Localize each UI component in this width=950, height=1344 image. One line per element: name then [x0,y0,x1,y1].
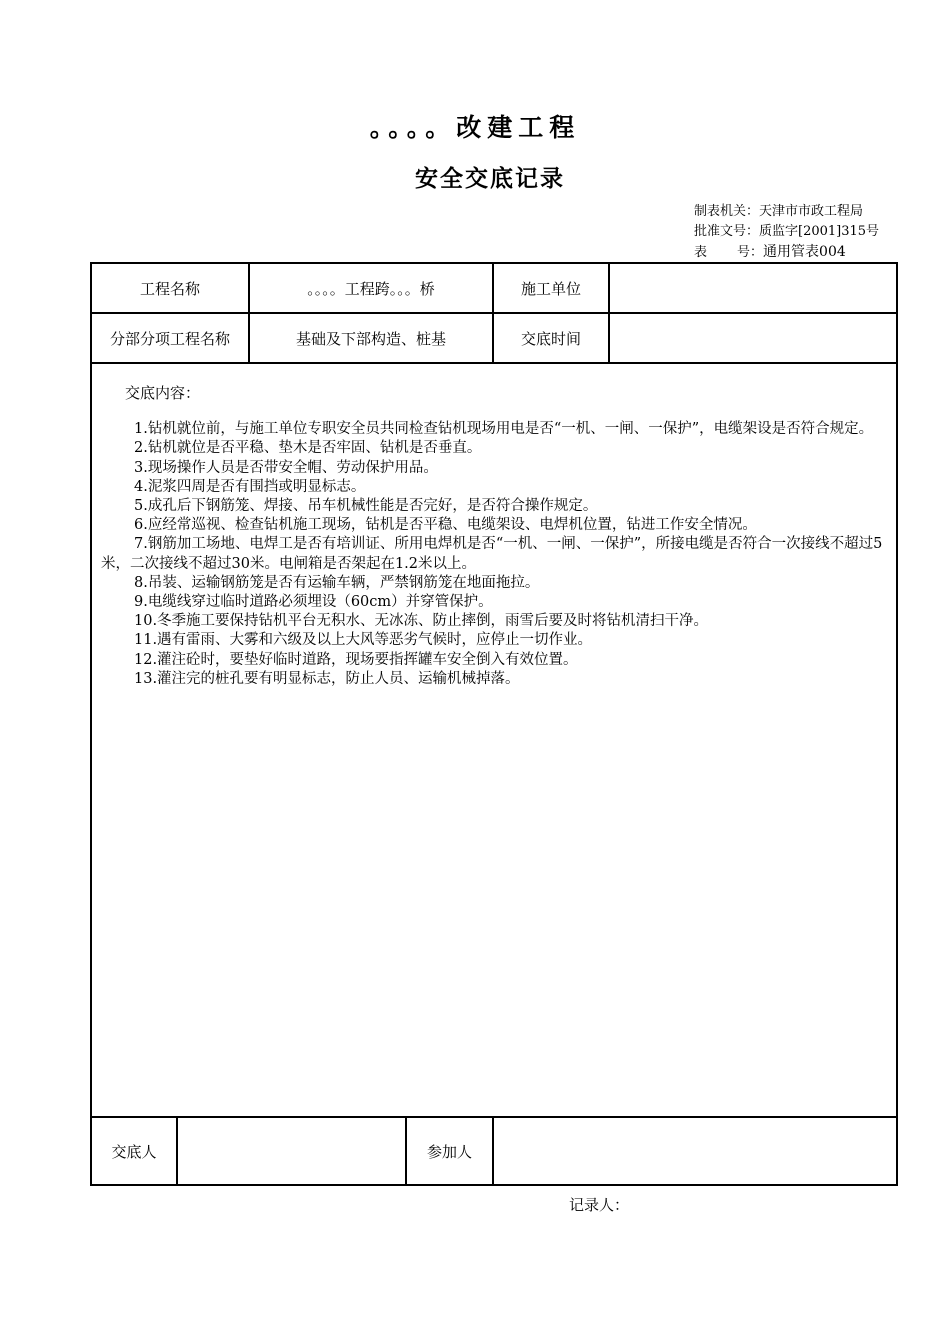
subproject-row [91,313,897,363]
subproject-value[interactable]: 基础及下部构造、桩基 [249,313,493,363]
content-item: 12.灌注砼时，要垫好临时道路，现场要指挥罐车安全倒入有效位置。 [134,651,578,668]
project-name-label: 工程名称 [91,263,249,313]
participants-label: 参加人 [406,1117,493,1185]
document-subtitle: 安全交底记录 [415,166,565,192]
content-item: 4.泥浆四周是否有围挡或明显标志。 [134,478,366,495]
issuer-label: 制表机关： [694,204,760,219]
briefer-value[interactable] [177,1117,406,1185]
content-item: 2.钻机就位是否平稳、垫木是否牢固、钻机是否垂直。 [134,440,482,457]
contractor-label: 施工单位 [493,263,609,313]
project-name-row [91,263,897,313]
content-item: 1.钻机就位前，与施工单位专职安全员共同检查钻机现场用电是否“一机、一闸、一保护”，电缆架设是否符合规定。 [134,421,874,438]
briefing-record-table [90,262,898,1186]
issuer-value: 天津市市政工程局 [759,204,864,219]
content-item: 8.吊装、运输钢筋笼是否有运输车辆，严禁钢筋笼在地面拖拉。 [134,574,540,591]
briefer-label: 交底人 [91,1117,177,1185]
briefing-content-label: 交底内容： [125,384,201,402]
content-item: 5.成孔后下钢筋笼、焊接、吊车机械性能是否完好，是否符合操作规定。 [134,498,598,515]
content-item: 13.灌注完的桩孔要有明显标志，防止人员、运输机械掉落。 [134,670,520,687]
issuer-line [694,202,863,222]
briefing-content-cell[interactable] [91,363,897,1117]
content-item: 3.现场操作人员是否带安全帽、劳动保护用品。 [134,459,438,476]
approval-line [694,222,879,242]
contractor-value[interactable] [609,263,897,313]
form-number-line [694,242,846,263]
recorder-label: 记录人： [569,1196,630,1214]
briefing-time-label: 交底时间 [493,313,609,363]
project-name-value[interactable]: 。。。。工程跨。。。桥 [249,263,493,313]
content-item: 10.冬季施工要保持钻机平台无积水、无冰冻、防止摔倒，雨雪后要及时将钻机清扫干净。 [134,613,709,630]
participants-value[interactable] [493,1117,897,1185]
content-item: 11.遇有雷雨、大雾和六级及以上大风等恶劣气候时，应停止一切作业。 [134,632,593,649]
form-number-value: 通用管表004 [763,244,846,260]
form-number-label-a: 表 [694,245,708,260]
subproject-label: 分部分项工程名称 [91,313,249,363]
content-row [91,363,897,1117]
document-title: 。。。。改建工程 [369,113,581,142]
signature-row [91,1117,897,1185]
form-number-label-b: 号： [737,245,764,260]
content-item: 7.钢筋加工场地、电焊工是否有培训证、所用电焊机是否“一机、一闸、一保护”，所接电缆是否符合一次接线不超过5米，二次接线不超过30米。电闸箱是否架起在1.2米以上。 [101,536,883,572]
approval-label: 批准文号： [694,224,760,239]
briefing-time-value[interactable] [609,313,897,363]
content-item: 9.电缆线穿过临时道路必须埋设（60cm）并穿管保护。 [134,594,493,611]
approval-value: 质监字[2001]315号 [759,224,880,239]
content-item: 6.应经常巡视、检查钻机施工现场，钻机是否平稳、电缆架设、电焊机位置，钻进工作安全情况。 [134,517,757,534]
